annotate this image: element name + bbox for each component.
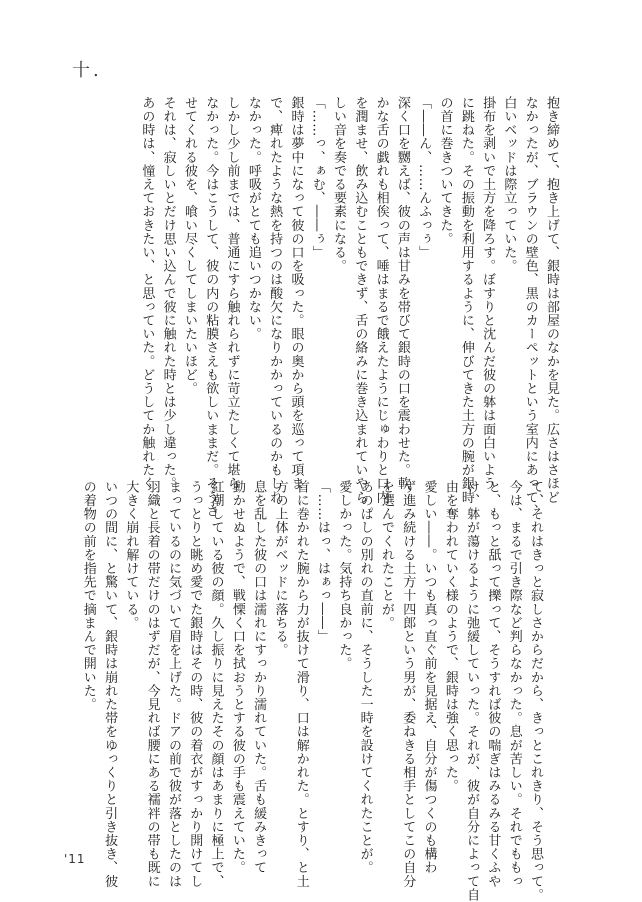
text-line: 由を奪われていく様のようで、銀時は強く思った。 [442, 480, 458, 793]
text-line: なかった。今はこうして、彼の内の粘膜さえも欲しいままだ。そうさ [203, 96, 219, 518]
text-line: しい音を奏でる要素になる。 [331, 96, 347, 273]
text-line: 大きく崩れ解けている。 [123, 480, 139, 630]
text-line: なかったが、ブラウンの壁色、黒のカーペットという室内にあって、 [522, 96, 538, 518]
text-line: 「……はっ、はぁっ――」 [315, 480, 331, 644]
text-line: 白いベッドは際立っていた。 [501, 96, 517, 273]
chapter-title: 十. [72, 60, 102, 81]
text-line: あの時は、憧えておきたい、と思っていた。どうしてか触れたく [139, 96, 155, 491]
text-line: 掛布を剥いで土方を降ろす。ぼすりと沈んだ彼の躰は面白いよう [480, 96, 496, 491]
text-line: まっているのに気づいて眉を上げた。ドアの前で彼が落としたのは [165, 480, 181, 888]
text-line: それは、寂しいとだけ思い込んで彼に触れた時とは少し違った。 [160, 96, 176, 491]
text-line: 愛しい――。いつも真っ直ぐ前を見据え、自分が傷つくのも構わ [421, 480, 437, 875]
text-line: で、痺れたような熱を持つのは酸欠になりかかっているのかもしれ [267, 96, 283, 504]
text-line: ず進み続ける土方十四郎という男が、委ねきる相手としてこの自分 [400, 480, 416, 888]
text-line: 羽織と長着の帯だけのはずだが、今見れば腰にある襦袢の帯も既に [144, 480, 160, 888]
text-line: 方の上体がベッドに落ちる。 [272, 480, 288, 657]
text-line: の着物の前を指先で摘まんで開いた。 [80, 480, 96, 712]
text-line: 首に巻かれた腕から力が抜けて滑り、口は解かれた。とすり、と土 [293, 480, 309, 888]
text-line: を選んでくれたことが。 [378, 480, 394, 630]
text-line: 愛しかった。気持ち良かった。 [336, 480, 352, 671]
text-line: 深く口を嬲えば、彼の声は甘みを帯びて銀時の口を震わせた。軟 [394, 96, 410, 491]
text-line: 息を乱した彼の口は濡れにすっかり濡れていた。舌も緩みきって [251, 480, 267, 875]
text-line: いつの間に、と驚いて、銀時は崩れた帯をゆっくりと引き抜き、彼 [102, 480, 118, 888]
text-line: を潤ませ、飲み込むこともできず、舌の絡みに巻き込まれていやら [352, 96, 368, 504]
text-line: うっとりと眺め愛でた銀時はその時、彼の着衣がすっかり開けてし [187, 480, 203, 888]
text-line: に跳ねた。その振動を利用するように、伸びてきた土方の腕が銀時 [458, 96, 474, 504]
text-line: と、もっと舐って擽って、そうすれば彼の喘ぎはみるみる甘くふや [485, 480, 501, 888]
text-line: なかった。呼吸がとても追いつかない。 [245, 96, 261, 341]
text-line: 銀時は夢中になって彼の口を吸った。眼の奥から頭を巡って項ま [288, 96, 304, 491]
text-line: しかし少し前までは、普通にすら触れられずに苛立たしくて堪ら [224, 96, 240, 491]
upper-text-block [139, 96, 562, 518]
text-line: 「――ん、……んふっぅ」 [416, 96, 432, 260]
text-line: て、それはきっと寂しさからだから、きっとこれきり、そう思って。 [528, 480, 543, 902]
text-line: あのぱしの別れの直前に、そうした一時を設けてくれたことが。 [357, 480, 373, 875]
page-number: '11 [64, 852, 86, 866]
text-line: 紅潮している彼の顔。久し振りに見えたその顔はあまりに極上で、 [208, 480, 224, 888]
text-line: の首に巻きついてきた。 [437, 96, 453, 246]
text-line: 動かせぬようで、戦慄く口を拭おうとする彼の手も震えていた。 [229, 480, 245, 875]
text-line: 「……っ、ぁむ、――ぅ」 [309, 96, 325, 260]
text-line: 抱き締めて、抱き上げて、銀時は部屋のなかを見た。広さはさほど [544, 96, 559, 504]
text-line: かな舌の戯れも相俟って、唾はまるで餓えたようにじゅわりと口内 [373, 96, 389, 504]
lower-text-block [80, 480, 546, 902]
text-line: せてくれる彼を、喰い尽くしてしまいたいほど。 [181, 96, 197, 396]
text-line: 今は、まるで引き際など判らなかった。息が苦しい。それでももっ [506, 480, 522, 888]
text-line: け、躰が蕩けるように弛緩していった。それが、彼が自分によって自 [464, 480, 480, 902]
